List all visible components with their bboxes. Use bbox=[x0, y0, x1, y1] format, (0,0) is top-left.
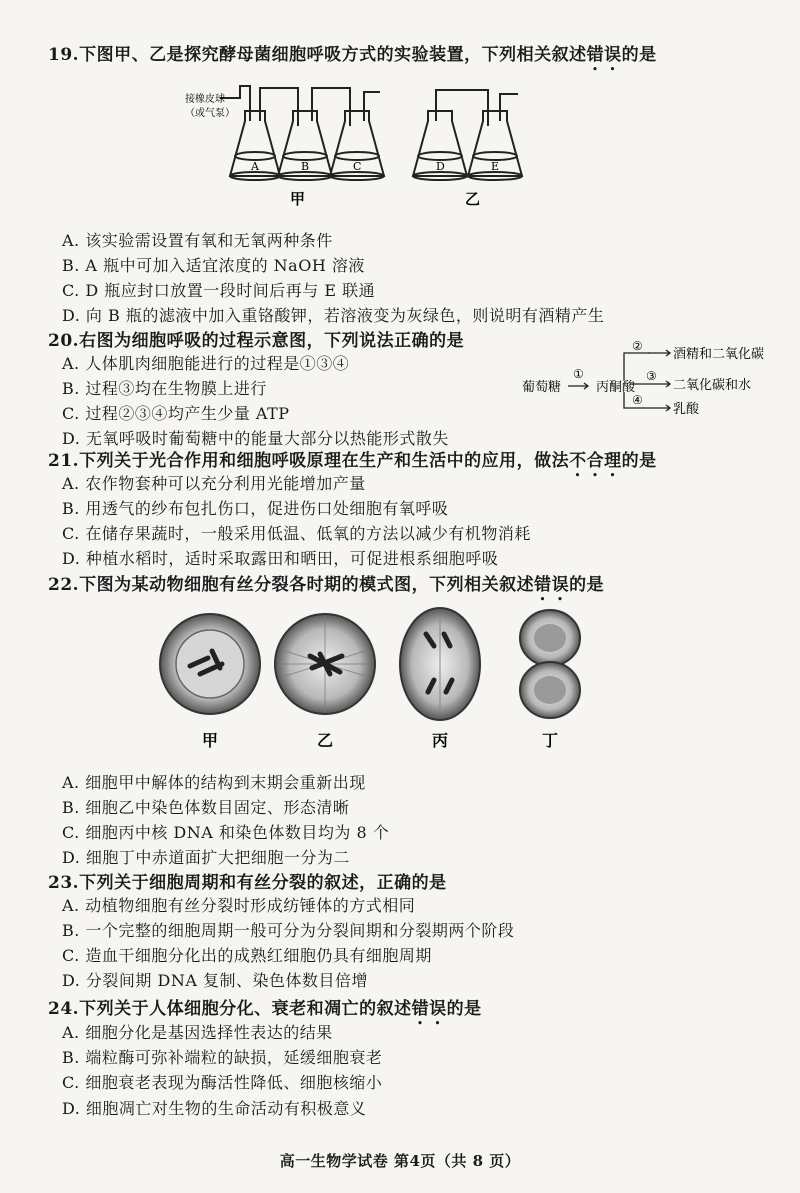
product4-label: 乳酸 bbox=[673, 402, 700, 417]
cell-label-jia: 甲 bbox=[202, 731, 219, 750]
q23-option-a: A. 动植物细胞有丝分裂时形成纺锤体的方式相同 bbox=[62, 896, 416, 915]
q20-option-d: D. 无氧呼吸时葡萄糖中的能量大部分以热能形式散失 bbox=[62, 429, 449, 448]
tube-c-out bbox=[364, 92, 380, 121]
flask-e-label: E bbox=[491, 160, 500, 173]
flask-d-label: D bbox=[436, 160, 445, 173]
pyruvate-label: 丙酮酸 bbox=[596, 380, 636, 395]
q21-option-a: A. 农作物套种可以充分利用光能增加产量 bbox=[62, 474, 366, 493]
q24-option-d: D. 细胞凋亡对生物的生命活动有积极意义 bbox=[62, 1099, 367, 1118]
q24-option-a: A. 细胞分化是基因选择性表达的结果 bbox=[62, 1023, 333, 1042]
step2-label: ② bbox=[632, 339, 643, 353]
q24-option-c: C. 细胞衰老表现为酶活性降低、细胞核缩小 bbox=[62, 1073, 383, 1092]
q19-option-a: A. 该实验需设置有氧和无氧两种条件 bbox=[62, 231, 333, 250]
caption-yi: 乙 bbox=[465, 190, 481, 208]
q19-option-b: B. A 瓶中可加入适宜浓度的 NaOH 溶液 bbox=[62, 256, 365, 275]
step4-label: ④ bbox=[632, 393, 643, 407]
pathway-diagram bbox=[520, 338, 790, 418]
mitosis-diagram bbox=[150, 606, 600, 756]
q19-option-c: C. D 瓶应封口放置一段时间后再与 E 联通 bbox=[62, 281, 376, 300]
cell-bing bbox=[400, 608, 480, 720]
flask-c-label: C bbox=[353, 160, 362, 173]
question-23-stem: 23.下列关于细胞周期和有丝分裂的叙述，正确的是 bbox=[48, 873, 447, 893]
cell-label-yi: 乙 bbox=[317, 731, 334, 750]
step3-label: ③ bbox=[646, 369, 657, 383]
q23-option-d: D. 分裂间期 DNA 复制、染色体数目倍增 bbox=[62, 971, 368, 990]
question-22-stem: 22.下图为某动物细胞有丝分裂各时期的模式图，下列相关叙述错误的是 bbox=[48, 575, 605, 595]
product3-label: 二氧化碳和水 bbox=[673, 378, 752, 393]
step1-label: ① bbox=[573, 367, 584, 381]
question-24-stem: 24.下列关于人体细胞分化、衰老和凋亡的叙述错误的是 bbox=[48, 999, 482, 1019]
q22-option-a: A. 细胞甲中解体的结构到末期会重新出现 bbox=[62, 773, 366, 792]
apparatus-diagram bbox=[170, 76, 560, 214]
glucose-label: 葡萄糖 bbox=[522, 380, 562, 395]
question-20-stem: 20.右图为细胞呼吸的过程示意图，下列说法正确的是 bbox=[48, 331, 465, 351]
cell-yi bbox=[275, 614, 375, 714]
product2-label: 酒精和二氧化碳 bbox=[673, 347, 765, 362]
q21-option-d: D. 种植水稻时，适时采取露田和晒田，可促进根系细胞呼吸 bbox=[62, 549, 499, 568]
cell-label-bing: 丙 bbox=[432, 731, 449, 750]
q23-option-c: C. 造血干细胞分化出的成熟红细胞仍具有细胞周期 bbox=[62, 946, 432, 965]
caption-jia: 甲 bbox=[290, 190, 306, 208]
flask-b-label: B bbox=[301, 160, 310, 173]
pump-label-1: 接橡皮球 bbox=[185, 94, 225, 105]
figure-22-mitosis bbox=[150, 606, 600, 756]
q20-option-c: C. 过程②③④均产生少量 ATP bbox=[62, 404, 290, 423]
question-19-stem: 19.下图甲、乙是探究酵母菌细胞呼吸方式的实验装置，下列相关叙述错误的是 bbox=[48, 45, 657, 65]
q19-option-d: D. 向 B 瓶的滤液中加入重铬酸钾，若溶液变为灰绿色，则说明有酒精产生 bbox=[62, 306, 605, 325]
q23-option-b: B. 一个完整的细胞周期一般可分为分裂间期和分裂期两个阶段 bbox=[62, 921, 515, 940]
cell-jia bbox=[160, 614, 260, 714]
flask-a-label: A bbox=[251, 160, 259, 173]
q21-option-b: B. 用透气的纱布包扎伤口，促进伤口处细胞有氧呼吸 bbox=[62, 499, 449, 518]
pump-label-2: （或气泵） bbox=[185, 108, 235, 119]
q22-option-c: C. 细胞丙中核 DNA 和染色体数目均为 8 个 bbox=[62, 823, 390, 842]
q20-option-a: A. 人体肌肉细胞能进行的过程是①③④ bbox=[62, 354, 350, 373]
q22-option-d: D. 细胞丁中赤道面扩大把细胞一分为二 bbox=[62, 848, 350, 867]
tube-e-out bbox=[500, 94, 518, 121]
tube-d-e bbox=[436, 90, 488, 126]
q24-option-b: B. 端粒酶可弥补端粒的缺损，延缓细胞衰老 bbox=[62, 1048, 383, 1067]
cell-label-ding: 丁 bbox=[542, 731, 559, 750]
q22-option-b: B. 细胞乙中染色体数目固定、形态清晰 bbox=[62, 798, 350, 817]
figure-19-apparatus bbox=[170, 76, 560, 214]
question-21-stem: 21.下列关于光合作用和细胞呼吸原理在生产和生活中的应用，做法不合理的是 bbox=[48, 451, 657, 471]
q21-option-c: C. 在储存果蔬时，一般采用低温、低氧的方法以减少有机物消耗 bbox=[62, 524, 531, 543]
q20-option-b: B. 过程③均在生物膜上进行 bbox=[62, 379, 267, 398]
page-footer: 高一生物学试卷 第4页（共 8 页） bbox=[279, 1152, 521, 1170]
figure-20-respiration-pathway bbox=[520, 338, 790, 418]
cell-ding bbox=[520, 610, 580, 718]
